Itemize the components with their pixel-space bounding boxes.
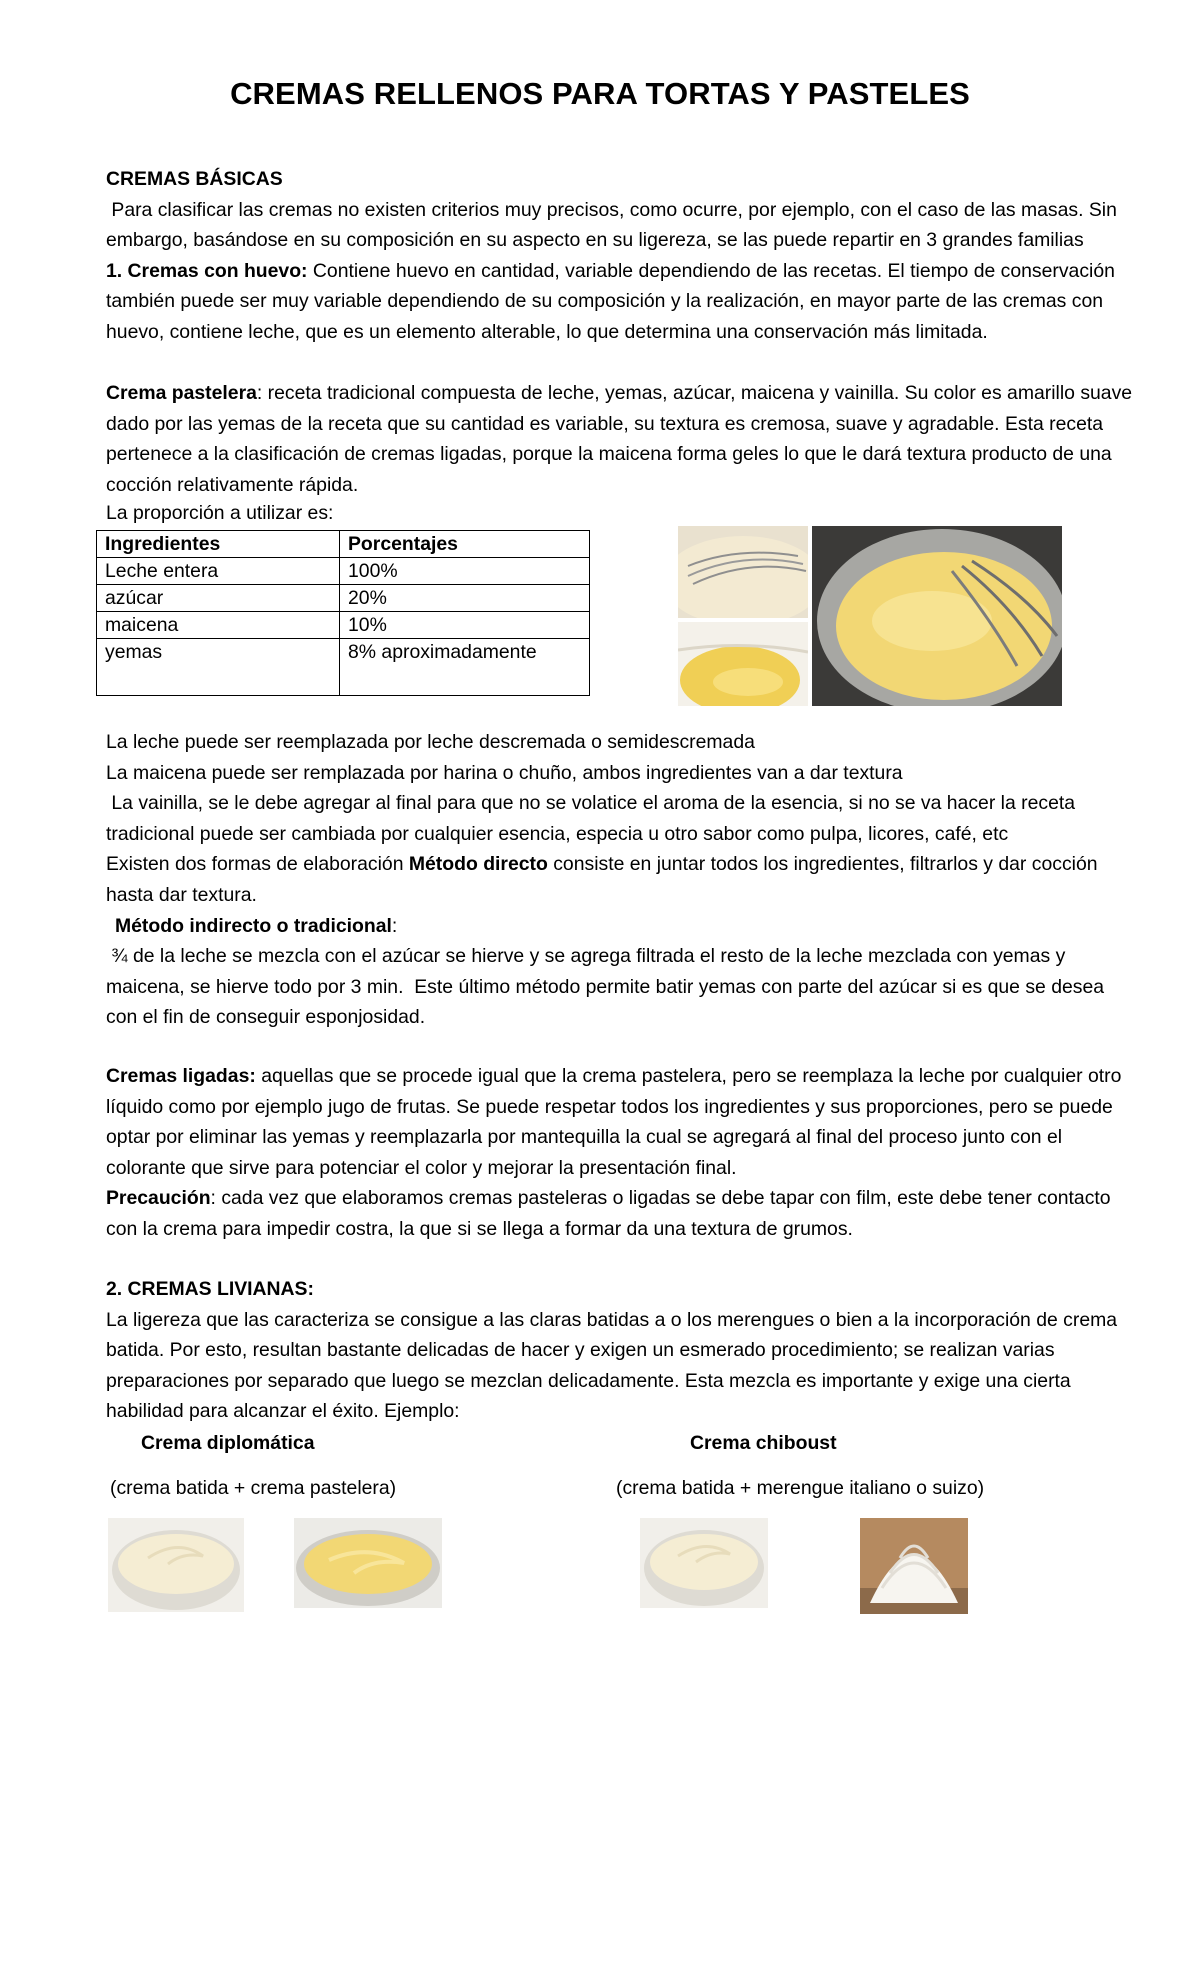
ligadas-line-1: Cremas ligadas: aquellas que se procede igual que la crema pastelera, pero se reemplaza la leche por cualquier otro: [106, 1065, 1122, 1087]
note-line-1: La leche puede ser reemplazada por leche descremada o semidescremada: [106, 731, 755, 753]
table-cell: 10%: [340, 612, 590, 639]
table-header-row: [97, 531, 590, 558]
egg-creams-text-2: también puede ser muy variable dependiendo de su composición y la realización, en mayor parte de las cremas con: [106, 290, 1104, 313]
indirect-method-label: Método indirecto o tradicional: [115, 914, 392, 937]
table-row: [97, 585, 590, 612]
pastelera-label: Crema pastelera: [106, 382, 257, 404]
table-header-ingredients: Ingredientes: [97, 531, 340, 558]
custard-photo-bottom-left: [678, 622, 808, 706]
table-cell: 20%: [340, 585, 590, 612]
precaution-line-1: Precaución: cada vez que elaboramos cremas pasteleras o ligadas se debe tapar con film, este debe tener contacto: [106, 1187, 1111, 1210]
table-row: [97, 612, 590, 639]
notes-section: [106, 727, 1136, 1033]
egg-creams-text-1: Contiene huevo en cantidad, variable dependiendo de las recetas. El tiempo de conservación: [307, 259, 1115, 282]
pastelera-line-1: Crema pastelera: receta tradicional compuesta de leche, yemas, azúcar, maicena y vainilla. Su color es amarillo suave: [106, 382, 1133, 404]
table-cell: 100%: [340, 558, 590, 585]
note-line-6: hasta dar textura.: [106, 883, 257, 906]
meringue-photo: [860, 1518, 968, 1614]
whisk-photo-top-left: [678, 526, 808, 618]
pastelera-line-2: dado por las yemas de la receta que su cantidad es variable, su textura es cremosa, suave y agradable. Esta receta: [106, 412, 1104, 435]
livianas-line-3: preparaciones por separado que luego se mezclan delicadamente. Esta mezcla es importante y exige una cierta: [106, 1369, 1071, 1392]
ligadas-line-4: colorante que sirve para potenciar el color y mejorar la presentación final.: [106, 1156, 737, 1179]
livianas-heading: 2. CREMAS LIVIANAS:: [106, 1278, 314, 1300]
note-line-10: con el fin de conseguir esponjosidad.: [106, 1006, 426, 1029]
note-line-2: La maicena puede ser remplazada por harina o chuño, ambos ingredientes van a dar textura: [106, 761, 903, 784]
chiboust-title: Crema chiboust: [690, 1432, 837, 1454]
ligadas-line-3: optar por eliminar las yemas y reemplazarla por mantequilla la cual se agregará al final del proceso junto con el: [106, 1126, 1063, 1149]
pastelera-line-4: cocción relativamente rápida.: [106, 473, 359, 496]
ligadas-line-2: líquido como por ejemplo jugo de frutas. Se puede respetar todos los ingredientes y sus proporciones, pero se puede: [106, 1095, 1113, 1118]
note-line-7: Método indirecto o tradicional:: [115, 914, 398, 937]
basic-heading: CREMAS BÁSICAS: [106, 168, 283, 190]
direct-method-label: Método directo: [408, 853, 548, 876]
note-line-9: maicena, se hierve todo por 3 min. Este último método permite batir yemas con parte del azúcar si es que se desea: [106, 975, 1105, 998]
note-line-8: ¾ de la leche se mezcla con el azúcar se hierve y se agrega filtrada el resto de la leche mezclada con yemas y: [106, 945, 1066, 968]
table-row: [97, 639, 590, 696]
basic-section: [106, 164, 1136, 348]
diplomatica-title: Crema diplomática: [141, 1432, 315, 1454]
note-line-3: La vainilla, se le debe agregar al final para que no se volatice el aroma de la esencia, si no se va hacer la receta: [106, 792, 1076, 815]
egg-creams-text-3: huevo, contiene leche, que es un elemento alterable, lo que determina una conservación más limitada.: [106, 320, 988, 343]
table-row: [97, 558, 590, 585]
basic-intro-2: embargo, basándose en su composición en su aspecto en su ligereza, se las puede repartir en 3 grandes familias: [106, 229, 1084, 252]
table-cell: azúcar: [97, 585, 340, 612]
livianas-line-4: habilidad para alcanzar el éxito. Ejemplo:: [106, 1400, 460, 1423]
livianas-line-1: La ligereza que las caracteriza se consigue a las claras batidas a o los merengues o bien a la incorporación de crema: [106, 1308, 1118, 1331]
livianas-section: [106, 1274, 1136, 1427]
ingredients-table: [96, 530, 590, 696]
table-cell: maicena: [97, 612, 340, 639]
table-cell: Leche entera: [97, 558, 340, 585]
table-cell: yemas: [97, 639, 340, 696]
pastry-cream-photo: [294, 1518, 442, 1608]
chiboust-caption: (crema batida + merengue italiano o suizo): [616, 1477, 985, 1499]
pastelera-section: [106, 378, 1136, 526]
custard-pot-photo: [812, 526, 1062, 706]
pastelera-line-3: pertenece a la clasificación de cremas ligadas, porque la maicena forma geles lo que le dará textura producto de una: [106, 443, 1112, 466]
table-cell: 8% aproximadamente: [340, 639, 590, 696]
egg-creams-label: 1. Cremas con huevo:: [106, 259, 308, 282]
note-line-4: tradicional puede ser cambiada por cualquier esencia, especia u otro sabor como pulpa, licores, café, etc: [106, 822, 1009, 845]
basic-intro-1: Para clasificar las cremas no existen criterios muy precisos, como ocurre, por ejemplo, con el caso de las masas. Sin: [106, 198, 1117, 221]
diplomatica-caption: (crema batida + crema pastelera): [110, 1477, 397, 1499]
precaution-label: Precaución: [106, 1187, 211, 1210]
note-line-5: Existen dos formas de elaboración Método directo consiste en juntar todos los ingredientes, filtrarlos y dar cocción: [106, 853, 1098, 876]
precaution-line-2: con la crema para impedir costra, la que si se llega a formar da una textura de grumos.: [106, 1217, 853, 1240]
ligadas-section: [106, 1061, 1136, 1245]
egg-creams-paragraph: [106, 256, 1136, 287]
livianas-line-2: batida. Por esto, resultan bastante delicadas de hacer y exigen un esmerado procedimiento; se realizan varias: [106, 1339, 1055, 1362]
table-header-percent: Porcentajes: [340, 531, 590, 558]
ligadas-label: Cremas ligadas:: [106, 1065, 256, 1087]
page-title: CREMAS RELLENOS PARA TORTAS Y PASTELES: [230, 76, 970, 111]
proportion-line: La proporción a utilizar es:: [106, 502, 334, 525]
whipped-cream-photo-1: [108, 1518, 244, 1612]
whipped-cream-photo-2: [640, 1518, 768, 1608]
